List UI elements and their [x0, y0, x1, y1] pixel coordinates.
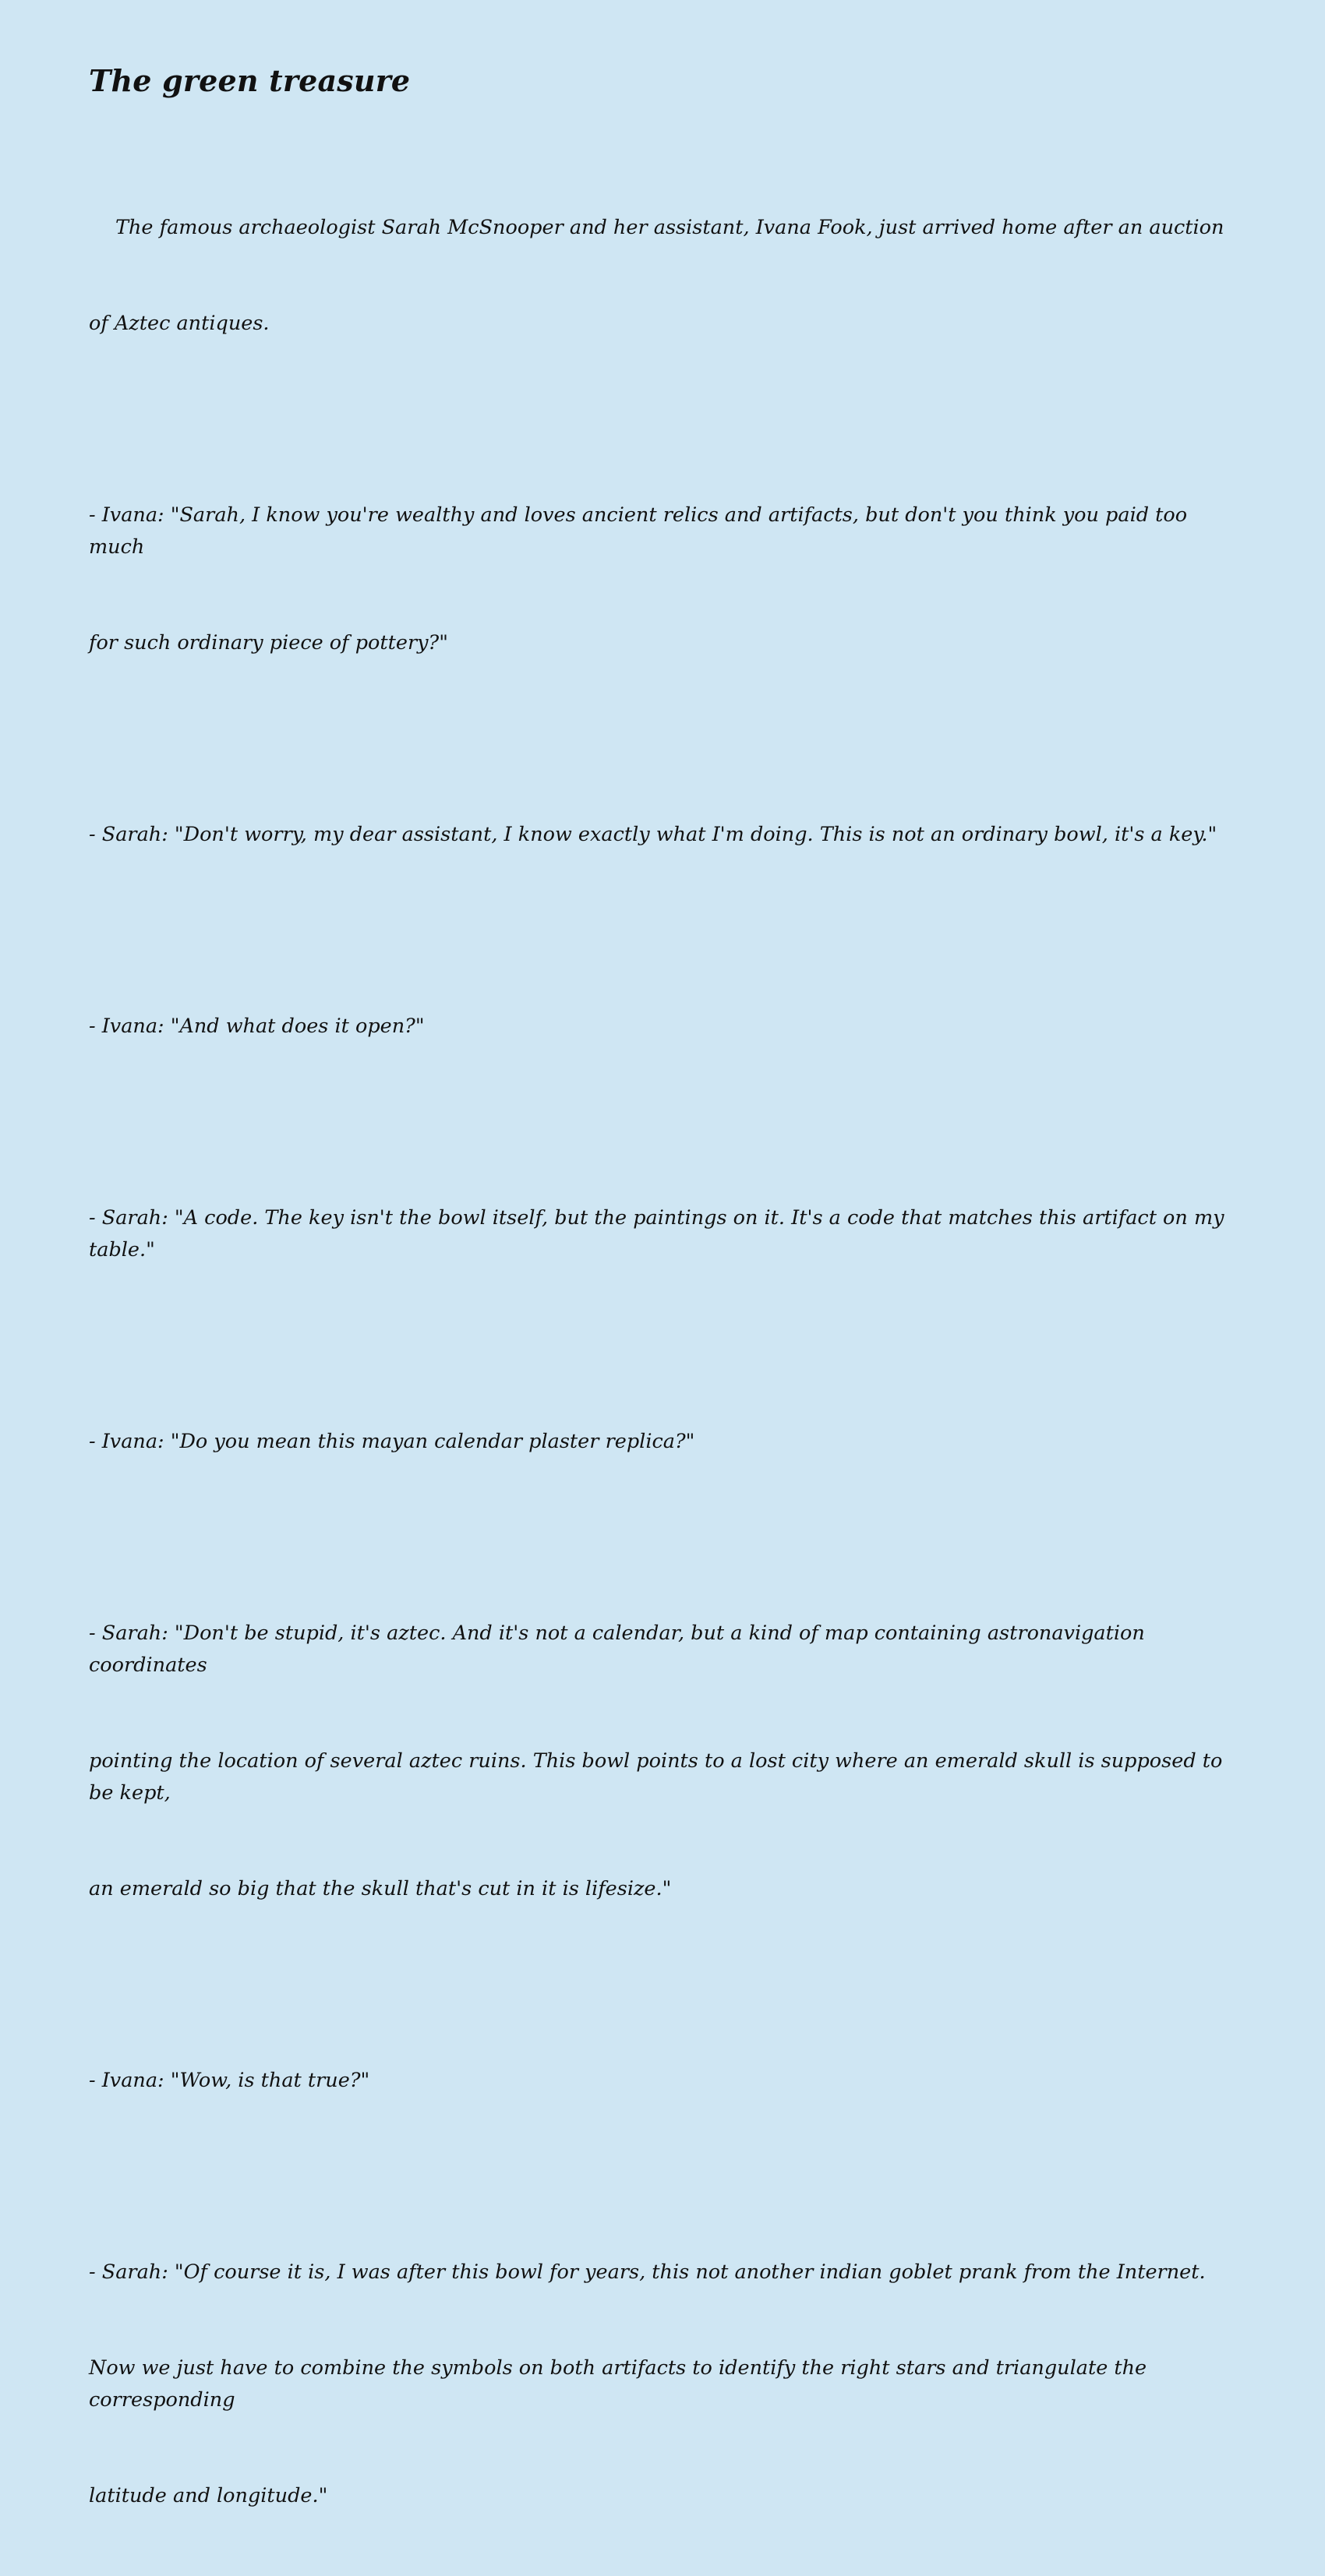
dialogue-line: - Sarah: "Don't be stupid, it's aztec. And it's not a calendar, but a kind of map containing astronavigation coordinates	[89, 1621, 1151, 1677]
dialogue-line: - Ivana: "Sarah, I know you're wealthy and loves ancient relics and artifacts, but don't you think you paid too much	[89, 503, 1194, 559]
dialogue-ivana-4	[89, 2001, 1242, 2161]
dialogue-line: Now we just have to combine the symbols on both artifacts to identify the right stars and triangulate the corresponding	[89, 2355, 1154, 2412]
dialogue-line: an emerald so big that the skull that's cut in it is lifesize."	[89, 1876, 672, 1900]
dialogue-line: - Ivana: "Do you mean this mayan calendar plaster replica?"	[89, 1429, 695, 1453]
story-body	[89, 148, 1242, 2576]
dialogue-ivana-3	[89, 1362, 1242, 1522]
dialogue-line: for such ordinary piece of pottery?"	[89, 630, 448, 655]
intro-line: The famous archaeologist Sarah McSnooper and her assistant, Ivana Fook, just arrived home after an auction	[115, 215, 1224, 239]
intro-line: of Aztec antiques.	[89, 311, 270, 335]
dialogue-sarah-3	[89, 1554, 1242, 1969]
dialogue-line: - Ivana: "Wow, is that true?"	[89, 2068, 370, 2092]
dialogue-line: - Sarah: "Of course it is, I was after this bowl for years, this not another indian goblet prank from the Internet.	[89, 2260, 1206, 2284]
intro-paragraph	[89, 148, 1242, 404]
dialogue-line: - Ivana: "And what does it open?"	[89, 1014, 425, 1038]
dialogue-ivana-2	[89, 947, 1242, 1106]
dialogue-line: latitude and longitude."	[89, 2483, 328, 2507]
dialogue-line: pointing the location of several aztec ruins. This bowl points to a lost city where an emerald skull is supposed to be kept,	[89, 1749, 1229, 1805]
story-title: The green treasure	[89, 63, 411, 98]
dialogue-line: - Sarah: "Don't worry, my dear assistant, I know exactly what I'm doing. This is not an ordinary bowl, it's a key."	[89, 822, 1217, 846]
dialogue-sarah-2	[89, 1138, 1242, 1330]
dialogue-line: - Sarah: "A code. The key isn't the bowl itself, but the paintings on it. It's a code that matches this artifact on my table."	[89, 1205, 1231, 1262]
dialogue-sarah-1	[89, 755, 1242, 915]
dialogue-sarah-4	[89, 2193, 1242, 2576]
dialogue-ivana-1	[89, 436, 1242, 723]
